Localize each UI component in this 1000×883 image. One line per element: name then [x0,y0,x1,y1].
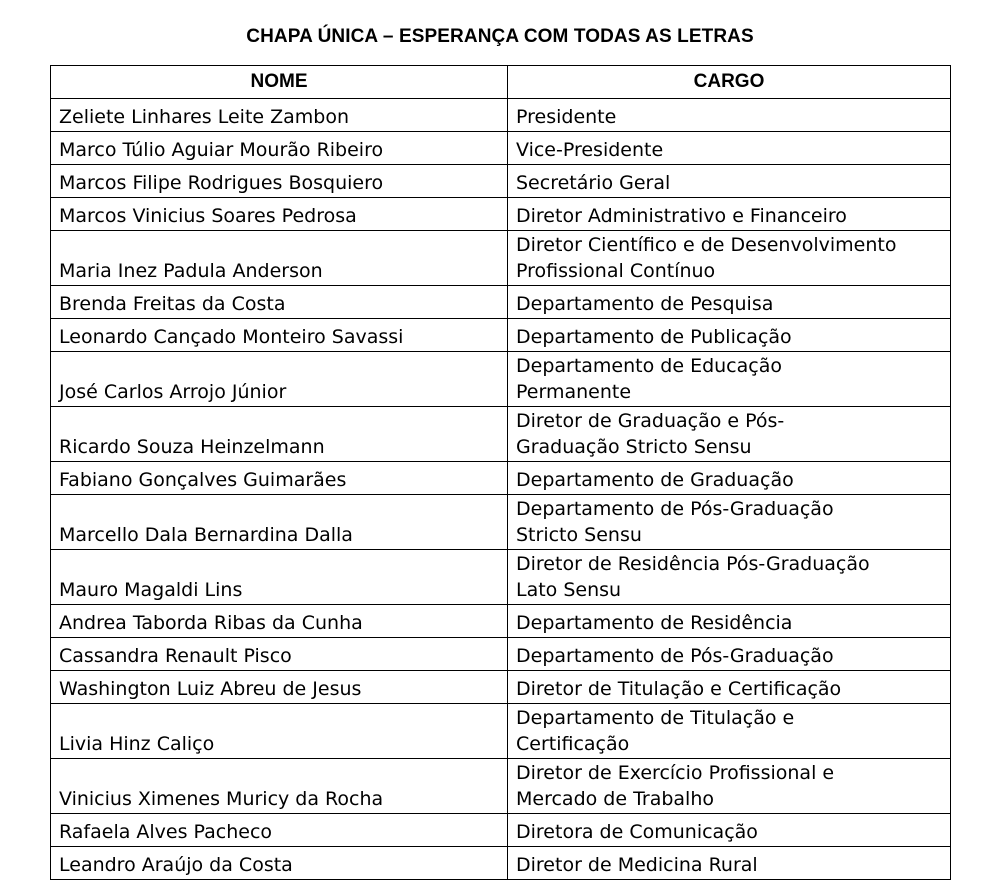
member-role-line: Certificação [516,733,630,755]
member-name: Marcos Vinicius Soares Pedrosa [51,198,508,231]
member-role [508,550,951,605]
member-role [508,231,951,286]
table-body [51,99,951,880]
member-role-line: Mercado de Trabalho [516,788,714,810]
table-row [51,550,951,605]
member-role [508,407,951,462]
table-row [51,165,951,198]
member-name: Marcello Dala Bernardina Dalla [51,495,508,550]
member-name: Cassandra Renault Pisco [51,638,508,671]
member-name: Rafaela Alves Pacheco [51,814,508,847]
member-role [508,814,951,847]
member-role-line: Diretora de Comunicação [516,821,758,843]
member-role [508,704,951,759]
member-name: José Carlos Arrojo Júnior [51,352,508,407]
member-role [508,352,951,407]
member-role [508,462,951,495]
page-title: CHAPA ÚNICA – ESPERANÇA COM TODAS AS LETRAS [246,26,754,47]
member-name: Marcos Filipe Rodrigues Bosquiero [51,165,508,198]
member-name: Ricardo Souza Heinzelmann [51,407,508,462]
member-name: Marco Túlio Aguiar Mourão Ribeiro [51,132,508,165]
member-role [508,286,951,319]
table-row [51,286,951,319]
table-row [51,814,951,847]
member-name: Leonardo Cançado Monteiro Savassi [51,319,508,352]
member-role [508,165,951,198]
member-name: Fabiano Gonçalves Guimarães [51,462,508,495]
member-role [508,198,951,231]
member-role-line: Departamento de Pós-Graduação [516,498,834,520]
member-role-line: Diretor Administrativo e Financeiro [516,205,847,227]
table-row [51,462,951,495]
table-row [51,407,951,462]
member-role-line: Diretor de Exercício Profissional e [516,762,835,784]
member-role-line: Departamento de Educação [516,355,782,377]
member-role-line: Departamento de Pesquisa [516,293,774,315]
table-row [51,638,951,671]
member-role-line: Departamento de Pós-Graduação [516,645,834,667]
member-role-line: Diretor de Residência Pós-Graduação [516,553,870,575]
table-row [51,704,951,759]
column-header-cargo: CARGO [508,66,951,99]
table-row [51,605,951,638]
column-header-nome: NOME [51,66,508,99]
member-name: Brenda Freitas da Costa [51,286,508,319]
table-header-row [51,66,951,99]
member-role-line: Vice-Presidente [516,139,664,161]
member-role-line: Departamento de Residência [516,612,793,634]
member-role-line: Departamento de Titulação e [516,707,795,729]
member-role [508,847,951,880]
member-role-line: Diretor Científico e de Desenvolvimento [516,234,897,256]
member-role [508,495,951,550]
member-role [508,99,951,132]
member-role [508,319,951,352]
member-role-line: Diretor de Medicina Rural [516,854,758,876]
member-name: Zeliete Linhares Leite Zambon [51,99,508,132]
members-table [50,65,951,880]
member-role-line: Lato Sensu [516,579,622,601]
table-row [51,132,951,165]
table-row [51,198,951,231]
member-role [508,132,951,165]
table-row [51,847,951,880]
member-role-line: Diretor de Graduação e Pós- [516,410,785,432]
table-row [51,671,951,704]
table-row [51,99,951,132]
member-name: Maria Inez Padula Anderson [51,231,508,286]
member-name: Mauro Magaldi Lins [51,550,508,605]
member-name: Leandro Araújo da Costa [51,847,508,880]
member-name: Washington Luiz Abreu de Jesus [51,671,508,704]
member-role [508,671,951,704]
member-role-line: Departamento de Graduação [516,469,794,491]
table-row [51,231,951,286]
member-role-line: Secretário Geral [516,172,671,194]
member-role [508,638,951,671]
table-row [51,319,951,352]
member-role-line: Permanente [516,381,632,403]
member-name: Andrea Taborda Ribas da Cunha [51,605,508,638]
member-role-line: Profissional Contínuo [516,260,716,282]
member-role-line: Presidente [516,106,617,128]
member-role-line: Graduação Stricto Sensu [516,436,752,458]
member-role [508,759,951,814]
member-role-line: Diretor de Titulação e Certificação [516,678,842,700]
member-role-line: Departamento de Publicação [516,326,792,348]
member-name: Vinicius Ximenes Muricy da Rocha [51,759,508,814]
member-role [508,605,951,638]
member-name: Livia Hinz Caliço [51,704,508,759]
table-row [51,495,951,550]
member-role-line: Stricto Sensu [516,524,642,546]
table-row [51,759,951,814]
table-row [51,352,951,407]
